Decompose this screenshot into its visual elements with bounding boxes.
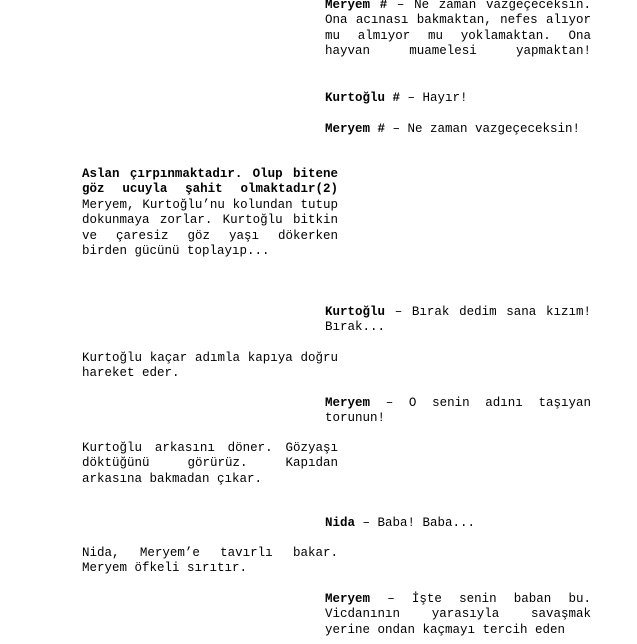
action-bold-text: Aslan çırpınmaktadır. Olup bitene göz ucuyla şahit olmaktadır(2) [82, 167, 338, 197]
dialogue-text: – Ne zaman vazgeçeceksin! [392, 122, 581, 136]
speaker-name: Kurtoğlu [325, 305, 386, 319]
dialogue-text: – Bırak dedim sana kızım! Bırak... [325, 305, 591, 335]
dialogue-block [325, 396, 591, 427]
speaker-name: Kurtoğlu # [325, 91, 401, 105]
action-block [82, 351, 338, 382]
dialogue-text: – Baba! Baba... [362, 516, 476, 530]
speaker-name: Nida [325, 516, 356, 530]
dialogue-block [325, 516, 591, 531]
dialogue-block [325, 0, 591, 60]
dialogue-block [325, 305, 591, 336]
speaker-name: Meryem [325, 396, 371, 410]
dialogue-text: – O senin adını taşıyan torunun! [325, 396, 591, 426]
action-block [82, 441, 338, 487]
dialogue-text: – İşte senin baban bu. Vicdanının yarasıyla savaşmak yerine ondan kaçmayı tercih eden [325, 592, 591, 637]
action-block [82, 546, 338, 577]
action-text: Kurtoğlu kaçar adımla kapıya doğru hareket eder. [82, 351, 338, 381]
dialogue-block [325, 91, 591, 106]
speaker-name: Meryem [325, 592, 371, 606]
action-text: Kurtoğlu arkasını döner. Gözyaşı döktüğünü görürüz. Kapıdan arkasına bakmadan çıkar. [82, 441, 338, 486]
dialogue-block [325, 122, 591, 137]
action-text: Meryem, Kurtoğlu’nu kolundan tutup dokunmaya zorlar. Kurtoğlu bitkin ve çaresiz göz yaşı dökerken birden gücünü toplayıp... [82, 197, 338, 259]
speaker-name: Meryem # [325, 0, 388, 12]
action-text: Nida, Meryem’e tavırlı bakar. Meryem öfkeli sırıtır. [82, 546, 338, 576]
dialogue-text: – Hayır! [407, 91, 468, 105]
action-block [82, 167, 338, 259]
dialogue-text: – Ne zaman vazgeçeceksin. Ona acınası bakmaktan, nefes alıyor mu almıyor mu yoklamaktan. Ona hayvan muamelesi yapmaktan! [325, 0, 591, 59]
dialogue-block [325, 592, 591, 638]
speaker-name: Meryem # [325, 122, 386, 136]
